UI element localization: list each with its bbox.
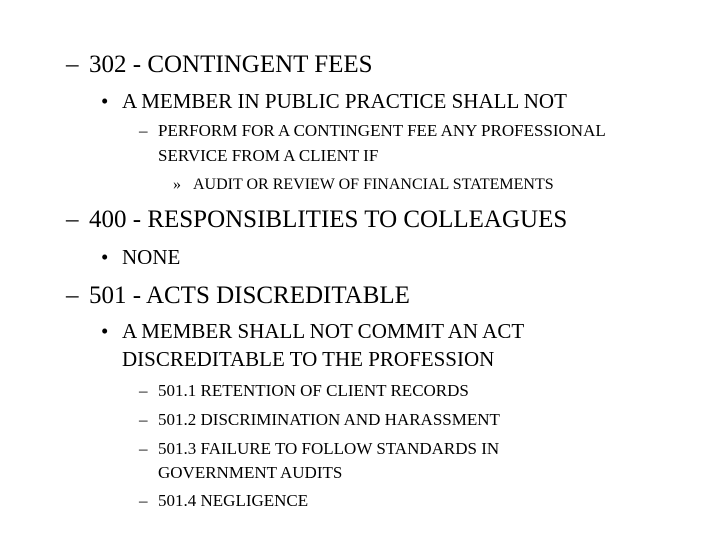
section-heading-400: 400 - RESPONSIBLITIES TO COLLEAGUES: [89, 206, 568, 233]
section-heading-501: 501 - ACTS DISCREDITABLE: [89, 282, 410, 309]
dash-marker: –: [139, 410, 148, 429]
point-302: A MEMBER IN PUBLIC PRACTICE SHALL NOT: [122, 89, 567, 113]
sub-point-302-line1: PERFORM FOR A CONTINGENT FEE ANY PROFESSIONAL: [158, 121, 606, 140]
list-item-501-3-continued: GOVERNMENT AUDITS: [158, 463, 343, 482]
dash-marker: –: [66, 282, 79, 309]
arrow-marker: »: [173, 176, 181, 193]
dash-marker: –: [139, 439, 148, 458]
dash-marker: –: [66, 206, 79, 233]
dash-marker: –: [139, 381, 148, 400]
list-item-501-2: 501.2 DISCRIMINATION AND HARASSMENT: [158, 410, 500, 429]
dash-marker: –: [139, 121, 148, 140]
point-400: NONE: [122, 245, 181, 269]
list-item-501-1: 501.1 RETENTION OF CLIENT RECORDS: [158, 381, 469, 400]
bullet-marker: •: [101, 319, 109, 343]
detail-302: AUDIT OR REVIEW OF FINANCIAL STATEMENTS: [193, 176, 554, 193]
section-heading-302: 302 - CONTINGENT FEES: [89, 51, 373, 78]
bullet-marker: •: [101, 89, 109, 113]
dash-marker: –: [66, 51, 79, 78]
bullet-marker: •: [101, 245, 109, 269]
dash-marker: –: [139, 491, 148, 510]
list-item-501-4: 501.4 NEGLIGENCE: [158, 491, 309, 510]
list-item-501-3: 501.3 FAILURE TO FOLLOW STANDARDS IN: [158, 439, 500, 458]
point-501-line2: DISCREDITABLE TO THE PROFESSION: [122, 347, 495, 371]
sub-point-302-line2: SERVICE FROM A CLIENT IF: [158, 146, 379, 165]
point-501-line1: A MEMBER SHALL NOT COMMIT AN ACT: [122, 319, 525, 343]
